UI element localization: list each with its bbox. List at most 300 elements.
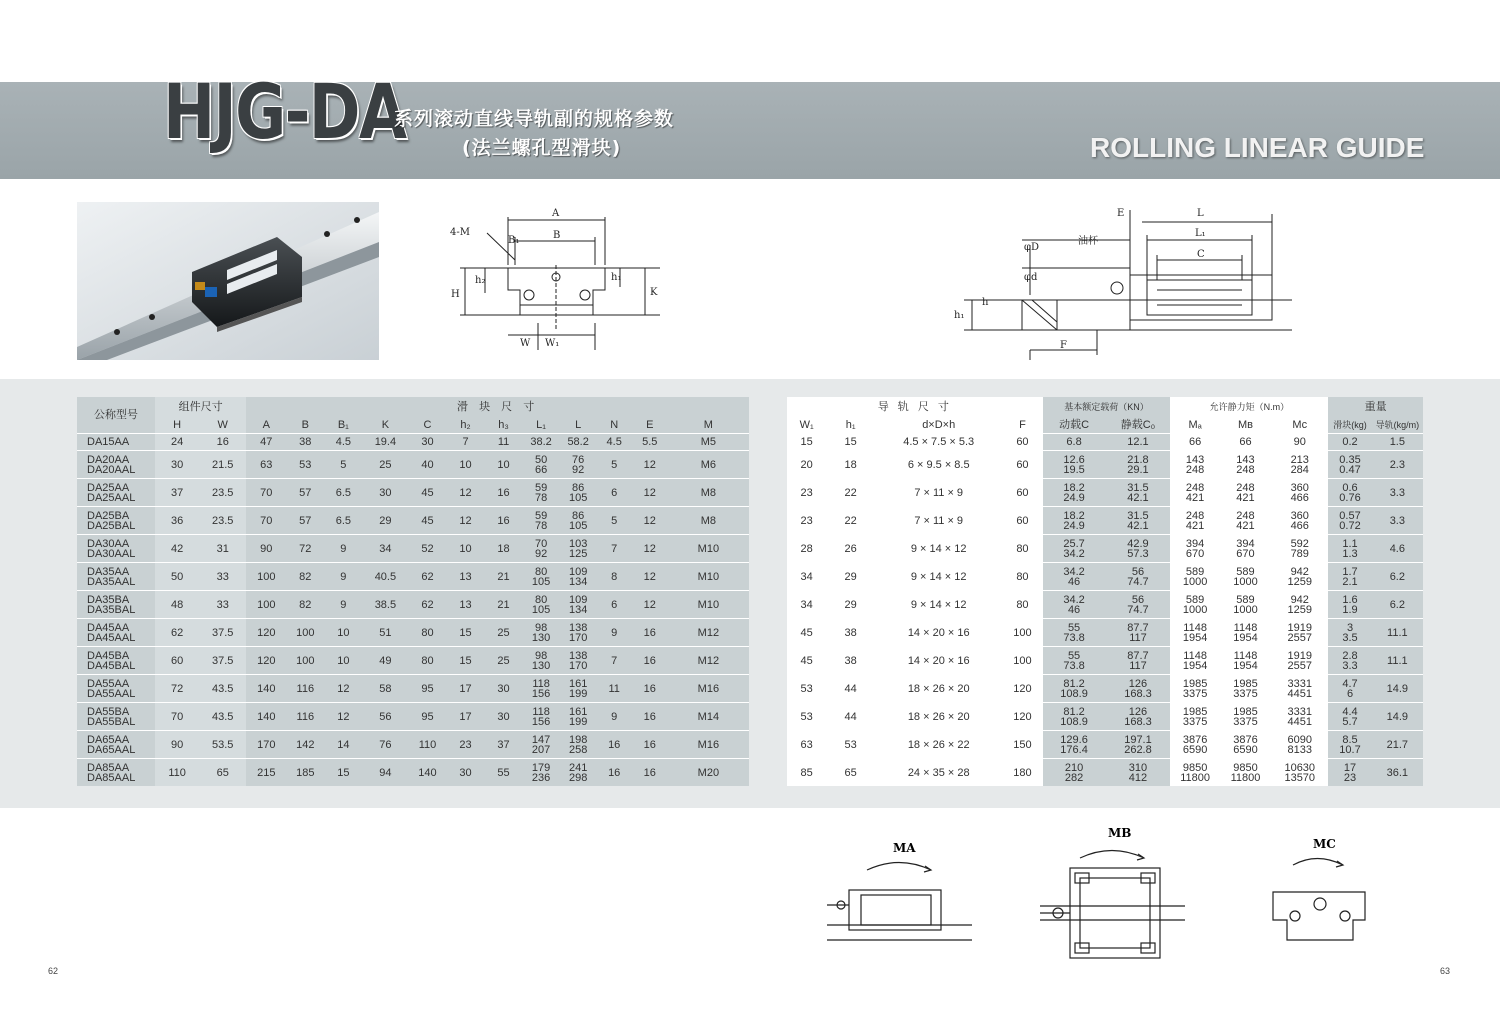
cell-value: 213: [1290, 453, 1309, 466]
cell-value: 9850: [1233, 761, 1258, 774]
cell-value: 248: [1185, 481, 1205, 494]
table-cell: 33: [199, 563, 246, 591]
col-header: F: [1002, 416, 1042, 434]
col-header: N: [597, 416, 632, 434]
table-cell: [1043, 535, 1106, 563]
table-cell: 100: [1002, 619, 1042, 647]
table-cell: 116: [286, 675, 324, 703]
col-header: H: [155, 416, 199, 434]
cell-value: 199: [568, 687, 588, 700]
cell-value: 118: [532, 677, 550, 690]
cell-value: 117: [1129, 631, 1147, 644]
table-cell: 10: [324, 619, 362, 647]
table-cell: 18: [826, 451, 875, 479]
table-cell: 62: [155, 619, 199, 647]
table-cell: 65: [199, 759, 246, 787]
table-cell: 6.5: [324, 507, 362, 535]
table-cell: 5.5: [632, 434, 668, 451]
table-cell: [1271, 619, 1328, 647]
cell-value: 168.3: [1124, 687, 1152, 700]
cell-value: 58.2: [567, 436, 589, 448]
table-cell: 34: [787, 563, 826, 591]
table-cell: [560, 434, 597, 451]
cell-value: 11800: [1180, 771, 1210, 784]
table-cell: 48: [155, 591, 199, 619]
header-weight: 重量: [1328, 397, 1423, 416]
cell-value: 59: [534, 481, 548, 494]
table-cell: M8: [668, 507, 749, 535]
table-cell: 11.1: [1372, 619, 1423, 647]
table-cell: 85: [787, 759, 826, 787]
table-cell: [1220, 591, 1271, 619]
table-cell: [1271, 434, 1328, 451]
cell-value: DA55AAL: [87, 687, 136, 700]
table-cell: 72: [155, 675, 199, 703]
cell-value: 1148: [1233, 649, 1258, 662]
cell-value: 298: [568, 771, 588, 784]
table-cell: 6: [597, 591, 632, 619]
table-cell: 37.5: [199, 619, 246, 647]
table-cell: [1271, 647, 1328, 675]
cell-value: 86: [572, 509, 585, 522]
table-cell: [1220, 479, 1271, 507]
table-row: [787, 675, 1423, 703]
col-header: E: [632, 416, 668, 434]
table-cell: [1170, 563, 1219, 591]
table-cell: [1043, 479, 1106, 507]
table-cell: [77, 647, 155, 675]
table-cell: 12: [632, 451, 668, 479]
table-cell: 53: [787, 675, 826, 703]
cell-value: 70: [534, 537, 548, 550]
table-cell: 25: [362, 451, 408, 479]
label-l1: L₁: [1195, 228, 1206, 239]
cell-value: 1985: [1233, 677, 1258, 690]
cell-value: 109: [568, 593, 588, 606]
table-cell: [1328, 591, 1371, 619]
cell-value: 92: [572, 463, 585, 476]
cell-value: 1148: [1183, 621, 1207, 634]
cell-value: 3876: [1182, 733, 1208, 746]
label-h: H: [451, 289, 460, 300]
table-cell: [77, 619, 155, 647]
cell-value: 9850: [1182, 761, 1208, 774]
table-row: [77, 647, 749, 675]
table-cell: 44: [826, 703, 875, 731]
cell-value: 143: [1236, 453, 1255, 466]
cell-value: 42.1: [1127, 519, 1149, 532]
table-cell: 53: [286, 451, 324, 479]
cell-value: DA55BA: [87, 705, 130, 718]
table-cell: 9: [597, 703, 632, 731]
cell-value: 2.8: [1342, 649, 1358, 662]
table-cell: [1271, 759, 1328, 787]
cell-value: 670: [1236, 547, 1255, 560]
table-cell: 24 × 35 × 28: [875, 759, 1002, 787]
table-cell: 34: [362, 535, 408, 563]
col-header: 导轨(kg/m): [1372, 416, 1423, 434]
label-h1: h₁: [611, 272, 622, 283]
table-cell: 215: [246, 759, 286, 787]
table-cell: 150: [1002, 731, 1042, 759]
cell-value: 789: [1290, 547, 1309, 560]
cell-value: 19.5: [1063, 463, 1085, 476]
cell-value: 210: [1064, 761, 1084, 774]
table-cell: 70: [155, 703, 199, 731]
table-cell: [560, 563, 597, 591]
table-cell: 120: [246, 647, 286, 675]
table-cell: 4.5 × 7.5 × 5.3: [875, 434, 1002, 451]
label-oil-cup: 油杯: [1078, 236, 1098, 247]
cell-value: 50: [534, 453, 548, 466]
table-cell: 51: [362, 619, 408, 647]
cell-value: 5.7: [1342, 715, 1358, 728]
table-cell: 170: [246, 731, 286, 759]
col-header: W: [199, 416, 246, 434]
table-cell: [1220, 451, 1271, 479]
cell-value: 670: [1185, 547, 1205, 560]
table-cell: 21.5: [199, 451, 246, 479]
cell-value: 12.1: [1127, 436, 1149, 448]
table-cell: [1220, 647, 1271, 675]
table-cell: 45: [408, 507, 446, 535]
cell-value: 466: [1290, 519, 1309, 532]
cell-value: 3375: [1182, 715, 1208, 728]
cell-value: 592: [1290, 537, 1309, 550]
header-block: 滑 块 尺 寸: [246, 397, 749, 416]
col-header: d×D×h: [875, 416, 1002, 434]
cell-value: 8.5: [1342, 733, 1358, 746]
cell-value: 421: [1236, 519, 1255, 532]
table-cell: 12: [632, 591, 668, 619]
table-row: [77, 675, 749, 703]
table-cell: [1271, 563, 1328, 591]
table-cell: 76: [362, 731, 408, 759]
table-cell: 18 × 26 × 20: [875, 675, 1002, 703]
table-cell: [1106, 507, 1171, 535]
table-cell: 60: [1002, 507, 1042, 535]
table-cell: 53: [826, 731, 875, 759]
table-cell: [1271, 479, 1328, 507]
cell-value: 1985: [1233, 705, 1258, 718]
table-cell: [1170, 535, 1219, 563]
table-cell: 140: [408, 759, 446, 787]
cell-value: 6: [1346, 687, 1354, 700]
cell-value: 66: [1239, 436, 1252, 448]
chinese-subtitle: (法兰螺孔型滑块): [462, 137, 622, 159]
col-header: B: [286, 416, 324, 434]
table-cell: 29: [362, 507, 408, 535]
table-cell: 14 × 20 × 16: [875, 647, 1002, 675]
table-cell: [523, 759, 560, 787]
table-cell: [1328, 703, 1371, 731]
label-k: K: [650, 287, 658, 298]
cell-value: 34.2: [1063, 593, 1085, 606]
cell-value: 942: [1290, 593, 1309, 606]
label-h1-rail: h₁: [954, 310, 965, 321]
table-cell: 55: [485, 759, 523, 787]
cell-value: 126: [1128, 677, 1148, 690]
table-cell: [77, 563, 155, 591]
cell-value: 1954: [1182, 659, 1208, 672]
table-row: [787, 759, 1423, 787]
cell-value: 207: [531, 743, 551, 756]
table-cell: [560, 479, 597, 507]
table-cell: 9: [597, 619, 632, 647]
table-cell: [1220, 434, 1271, 451]
cell-value: DA30AA: [87, 537, 130, 550]
cell-value: 0.35: [1339, 453, 1361, 466]
table-cell: 57: [286, 507, 324, 535]
cell-value: 589: [1185, 565, 1205, 578]
table-cell: [560, 703, 597, 731]
table-cell: [523, 479, 560, 507]
cell-value: DA85AAL: [87, 771, 136, 784]
col-header: M: [668, 416, 749, 434]
table-cell: 12: [446, 507, 484, 535]
col-header: C: [408, 416, 446, 434]
table-cell: 9: [324, 591, 362, 619]
cell-value: DA35BAL: [87, 603, 136, 616]
cell-value: 394: [1185, 537, 1205, 550]
table-cell: M10: [668, 535, 749, 563]
table-cell: 7: [597, 647, 632, 675]
cell-value: 589: [1236, 593, 1255, 606]
table-cell: 4.5: [324, 434, 362, 451]
cell-value: 108.9: [1060, 687, 1088, 700]
label-diameter-d-small: φd: [1024, 272, 1038, 283]
table-cell: 30: [485, 675, 523, 703]
table-cell: 14: [324, 731, 362, 759]
table-cell: 90: [246, 535, 286, 563]
cell-value: 589: [1185, 593, 1205, 606]
cell-value: 4.4: [1342, 705, 1358, 718]
table-cell: 38: [286, 434, 324, 451]
label-mb: MB: [1108, 826, 1132, 840]
spec-table-block: [77, 397, 749, 786]
table-cell: 18: [485, 535, 523, 563]
table-cell: 29: [826, 591, 875, 619]
table-cell: 42: [155, 535, 199, 563]
table-cell: [1043, 703, 1106, 731]
table-cell: 6 × 9.5 × 8.5: [875, 451, 1002, 479]
table-cell: [1043, 619, 1106, 647]
table-cell: 18 × 26 × 22: [875, 731, 1002, 759]
cell-value: 125: [568, 547, 588, 560]
cell-value: DA15AA: [87, 436, 130, 448]
table-cell: [560, 731, 597, 759]
table-cell: 80: [1002, 563, 1042, 591]
cell-value: 117: [1129, 659, 1147, 672]
table-cell: M14: [668, 703, 749, 731]
col-header: Mₐ: [1170, 416, 1219, 434]
cell-value: 73.8: [1063, 631, 1085, 644]
cell-value: 1.7: [1342, 565, 1358, 578]
table-cell: 9 × 14 × 12: [875, 563, 1002, 591]
table-cell: 30: [446, 759, 484, 787]
table-cell: M12: [668, 647, 749, 675]
col-header: h₂: [446, 416, 484, 434]
cell-value: 66: [534, 463, 548, 476]
table-cell: [1170, 479, 1219, 507]
table-cell: 58: [362, 675, 408, 703]
moment-mc-diagram: [1265, 830, 1375, 945]
table-cell: 100: [286, 647, 324, 675]
table-cell: [1328, 434, 1371, 451]
table-cell: 24: [155, 434, 199, 451]
cell-value: 4451: [1287, 715, 1312, 728]
cell-value: 421: [1185, 519, 1205, 532]
table-row: [77, 507, 749, 535]
cell-value: 1148: [1233, 621, 1258, 634]
table-cell: [1220, 731, 1271, 759]
table-cell: [1170, 675, 1219, 703]
table-cell: 120: [1002, 703, 1042, 731]
table-cell: [1106, 731, 1171, 759]
cell-value: 46: [1067, 575, 1081, 588]
table-cell: [1220, 563, 1271, 591]
header-assembly: 组件尺寸: [155, 397, 246, 416]
table-cell: [1106, 451, 1171, 479]
table-cell: 6.2: [1372, 563, 1423, 591]
label-b1: B₁: [508, 235, 520, 246]
cell-value: 1148: [1183, 649, 1207, 662]
table-cell: [77, 535, 155, 563]
table-cell: 80: [1002, 535, 1042, 563]
cell-value: DA65AA: [87, 733, 130, 746]
cell-value: 105: [568, 519, 588, 532]
table-cell: 21: [485, 563, 523, 591]
table-cell: 62: [408, 591, 446, 619]
table-cell: 9: [324, 535, 362, 563]
table-cell: [1106, 759, 1171, 787]
cell-value: 42.1: [1127, 491, 1149, 504]
cell-value: DA35AAL: [87, 575, 136, 588]
table-cell: 16: [632, 619, 668, 647]
table-cell: 36.1: [1372, 759, 1423, 787]
table-cell: 16: [632, 675, 668, 703]
table-row: [77, 703, 749, 731]
table-cell: [77, 434, 155, 451]
cell-value: 34.2: [1063, 547, 1085, 560]
cell-value: 248: [1236, 463, 1255, 476]
table-cell: 37: [155, 479, 199, 507]
table-cell: [1106, 647, 1171, 675]
table-cell: 1.5: [1372, 434, 1423, 451]
table-cell: 72: [286, 535, 324, 563]
table-cell: 16: [632, 703, 668, 731]
cell-value: 0.47: [1339, 463, 1361, 476]
cell-value: 73.8: [1063, 659, 1085, 672]
table-cell: [1170, 759, 1219, 787]
table-cell: 45: [787, 647, 826, 675]
table-cell: M20: [668, 759, 749, 787]
table-row: [787, 434, 1423, 451]
table-cell: 38: [826, 619, 875, 647]
table-cell: [1106, 675, 1171, 703]
table-row: [77, 535, 749, 563]
table-row: [77, 479, 749, 507]
table-cell: 16: [485, 507, 523, 535]
table-cell: [1043, 451, 1106, 479]
table-cell: [523, 647, 560, 675]
table-cell: 14.9: [1372, 703, 1423, 731]
table-cell: [1271, 703, 1328, 731]
cell-value: 129.6: [1060, 733, 1088, 746]
cell-value: DA25BAL: [87, 519, 136, 532]
cell-value: DA45AAL: [87, 631, 136, 644]
spec-table-rail: [787, 397, 1423, 786]
cell-value: DA20AA: [87, 453, 130, 466]
table-cell: [1043, 507, 1106, 535]
cell-value: 179: [531, 761, 551, 774]
cell-value: 87.7: [1127, 621, 1149, 634]
table-cell: 45: [787, 619, 826, 647]
table-cell: 11.1: [1372, 647, 1423, 675]
table-cell: [1271, 731, 1328, 759]
table-cell: 53.5: [199, 731, 246, 759]
table-cell: [1328, 479, 1371, 507]
cell-value: 11800: [1230, 771, 1261, 784]
cell-value: 1.9: [1342, 603, 1358, 616]
table-cell: [523, 507, 560, 535]
cell-value: DA45BAL: [87, 659, 136, 672]
label-f: F: [1060, 340, 1067, 351]
table-cell: 56: [362, 703, 408, 731]
cell-value: DA25BA: [87, 509, 130, 522]
table-cell: 15: [446, 619, 484, 647]
cell-value: 1.6: [1342, 593, 1358, 606]
header-model: 公称型号: [77, 397, 155, 434]
table-cell: [1106, 535, 1171, 563]
cell-value: 6090: [1287, 733, 1312, 746]
cell-value: 90: [1293, 436, 1306, 448]
table-cell: 16: [632, 759, 668, 787]
table-cell: [1271, 507, 1328, 535]
table-cell: 82: [286, 563, 324, 591]
cell-value: 284: [1290, 463, 1309, 476]
table-cell: [523, 451, 560, 479]
table-cell: 26: [826, 535, 875, 563]
cell-value: 1919: [1287, 621, 1312, 634]
table-cell: 37.5: [199, 647, 246, 675]
table-cell: M16: [668, 675, 749, 703]
cell-value: 421: [1185, 491, 1205, 504]
table-cell: 70: [246, 507, 286, 535]
cell-value: 105: [531, 603, 551, 616]
table-cell: [77, 731, 155, 759]
table-cell: 7: [446, 434, 484, 451]
table-cell: [77, 703, 155, 731]
cell-value: 1000: [1233, 603, 1258, 616]
table-cell: 7 × 11 × 9: [875, 507, 1002, 535]
table-cell: [1328, 535, 1371, 563]
cell-value: DA25AA: [87, 481, 130, 494]
cell-value: 134: [568, 575, 588, 588]
cell-value: 1919: [1287, 649, 1312, 662]
cell-value: 143: [1185, 453, 1205, 466]
cell-value: 248: [1185, 463, 1205, 476]
table-cell: 12: [632, 479, 668, 507]
label-mc: MC: [1313, 837, 1336, 851]
cell-value: DA65AAL: [87, 743, 136, 756]
table-cell: 28: [787, 535, 826, 563]
cell-value: DA55AA: [87, 677, 130, 690]
table-cell: [523, 619, 560, 647]
table-cell: [1043, 591, 1106, 619]
table-cell: [1271, 675, 1328, 703]
label-w: W: [520, 338, 531, 349]
